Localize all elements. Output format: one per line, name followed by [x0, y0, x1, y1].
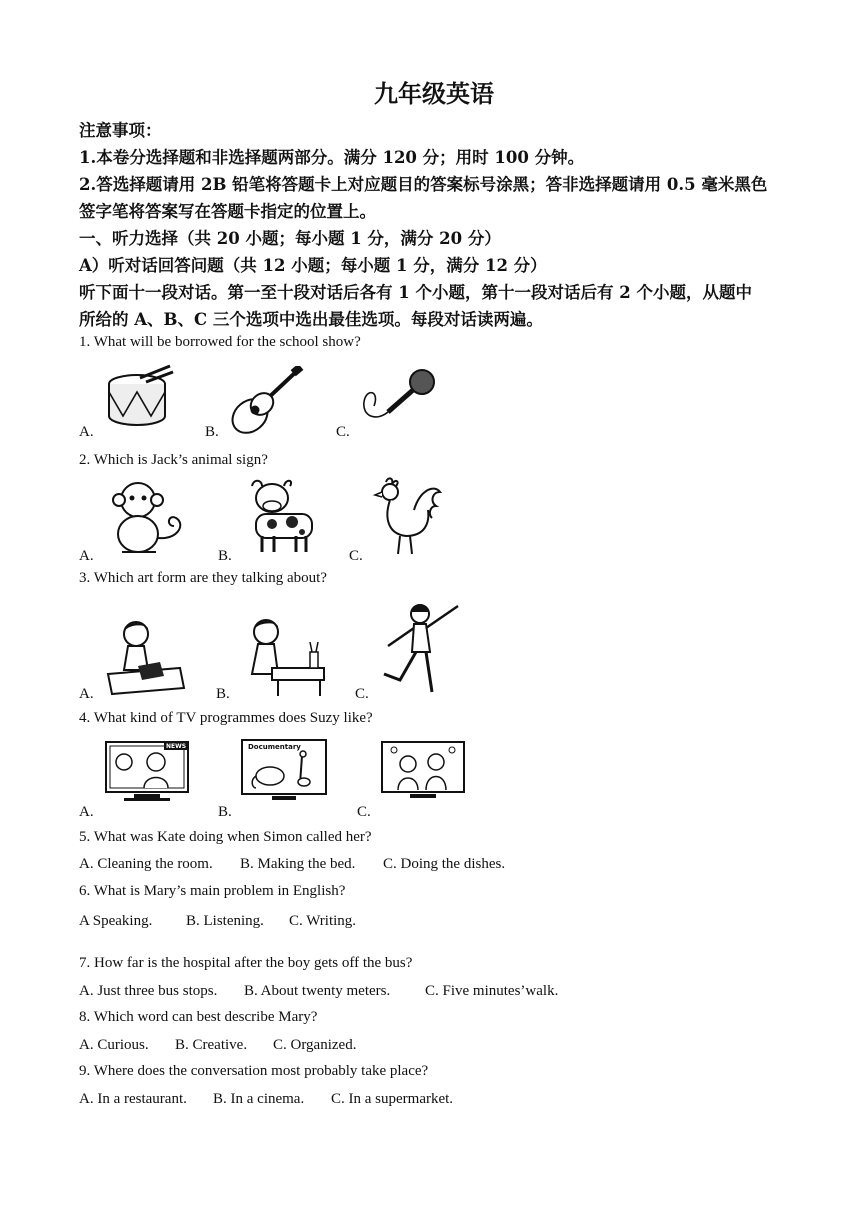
question-7: 7. How far is the hospital after the boy gets off the bus?: [79, 955, 413, 971]
question-3: 3. Which art form are they talking about?: [79, 570, 327, 586]
microphone-icon: [358, 368, 438, 426]
tv-family-show-icon: [380, 738, 466, 804]
ox-icon: [240, 476, 320, 556]
q2-option-c: C.: [349, 548, 363, 564]
instruction-line-1: 听下面十一段对话。第一至十段对话后各有 1 个小题，第十一段对话后有 2 个小题，从题中: [79, 283, 752, 302]
instruction-line-2: 所给的 A、B、C 三个选项中选出最佳选项。每段对话读两遍。: [79, 310, 543, 329]
notice-heading: 注意事项：: [79, 121, 162, 140]
girl-dancing-icon: [380, 600, 462, 696]
q1-option-b: B.: [205, 424, 219, 440]
question-9: 9. Where does the conversation most probably take place?: [79, 1063, 429, 1079]
q5-option-c: C. Doing the dishes.: [383, 856, 506, 872]
q1-option-c: C.: [336, 424, 350, 440]
q9-option-b: B. In a cinema.: [213, 1091, 305, 1107]
girl-paper-cutting-icon: [104, 618, 186, 698]
q8-option-b: B. Creative.: [175, 1037, 248, 1053]
q8-option-c: C. Organized.: [273, 1037, 357, 1053]
drum-icon: [104, 364, 174, 430]
section1-heading: 一、听力选择（共 20 小题；每小题 1 分，满分 20 分）: [79, 229, 501, 248]
partA-heading: A）听对话回答问题（共 12 小题；每小题 1 分，满分 12 分）: [79, 256, 547, 275]
tv-news-label: NEWS: [166, 743, 187, 750]
q7-option-c: C. Five minutes’walk.: [425, 983, 559, 999]
question-2: 2. Which is Jack’s animal sign?: [79, 452, 268, 468]
q9-option-a: A. In a restaurant.: [79, 1091, 187, 1107]
notice-line-2b: 签字笔将答案写在答题卡指定的位置上。: [79, 202, 376, 221]
question-8: 8. Which word can best describe Mary?: [79, 1009, 318, 1025]
q5-option-b: B. Making the bed.: [240, 856, 356, 872]
notice-line-1: 1.本卷分选择题和非选择题两部分。满分 120 分；用时 100 分钟。: [79, 148, 585, 167]
guitar-icon: [228, 366, 304, 434]
q3-option-a: A.: [79, 686, 94, 702]
q2-option-a: A.: [79, 548, 94, 564]
q6-option-c: C. Writing.: [289, 913, 357, 929]
q8-option-a: A. Curious.: [79, 1037, 149, 1053]
monkey-icon: [104, 478, 188, 556]
q4-option-c: C.: [357, 804, 371, 820]
question-6: 6. What is Mary’s main problem in English?: [79, 883, 346, 899]
q4-option-b: B.: [218, 804, 232, 820]
q9-option-c: C. In a supermarket.: [331, 1091, 454, 1107]
q7-option-a: A. Just three bus stops.: [79, 983, 218, 999]
q3-option-b: B.: [216, 686, 230, 702]
question-1: 1. What will be borrowed for the school show?: [79, 334, 361, 350]
tv-documentary-label: Documentary: [248, 743, 301, 751]
tv-documentary-icon: [240, 736, 328, 804]
q7-option-b: B. About twenty meters.: [244, 983, 391, 999]
q5-option-a: A. Cleaning the room.: [79, 856, 213, 872]
notice-line-2a: 2.答选择题请用 2B 铅笔将答题卡上对应题目的答案标号涂黑；答非选择题请用 0.5 毫米黑色: [79, 175, 768, 194]
girl-painting-icon: [238, 616, 326, 698]
q3-option-c: C.: [355, 686, 369, 702]
q2-option-b: B.: [218, 548, 232, 564]
question-4: 4. What kind of TV programmes does Suzy like?: [79, 710, 373, 726]
page-title: 九年级英语: [374, 79, 494, 108]
tv-news-icon: [104, 738, 190, 804]
rooster-icon: [370, 476, 442, 558]
q6-option-b: B. Listening.: [186, 913, 264, 929]
question-5: 5. What was Kate doing when Simon called her?: [79, 829, 372, 845]
q4-option-a: A.: [79, 804, 94, 820]
q1-option-a: A.: [79, 424, 94, 440]
q6-option-a: A Speaking.: [79, 913, 153, 929]
